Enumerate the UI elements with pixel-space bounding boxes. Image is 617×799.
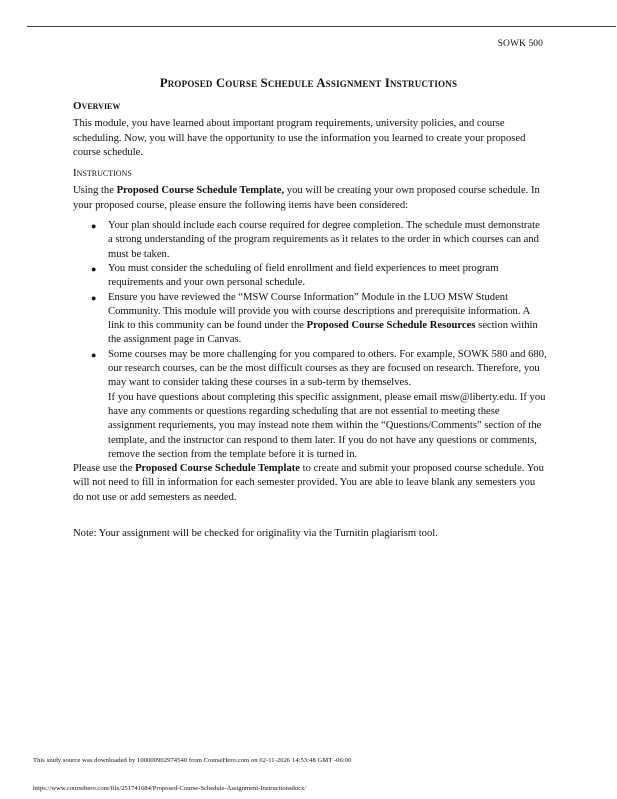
footer-source-line: This study source was downloaded by 100000902974540 from CourseHero.com on 02-11-2026 14:53:48 GMT -06:00 [33, 757, 352, 764]
closing-text: Please use the [73, 463, 136, 475]
list-item-text: Your plan should include each course required for degree completion. The schedule must demonstrate a strong understanding of the program requirements as it relates to the order in which courses can and must be taken. [108, 220, 540, 260]
document-body [73, 99, 547, 547]
bullet-icon: ● [91, 263, 97, 274]
list-item-text: Ensure you have reviewed the “MSW Course Information” Module in the LUO MSW Student Community. This module will provide you with course descriptions and prerequisite information. A link to this community can be found under the [108, 291, 530, 332]
requirements-list [73, 219, 547, 391]
closing-text-continued: to create and submit your proposed course schedule. You will not need to fill in information for each semester provided. You are able to leave blank any semesters you do not use or add semesters as needed. [73, 463, 544, 503]
resources-bold: Proposed Course Schedule Resources [306, 320, 476, 332]
intro-text-continued: you will be creating your own proposed course schedule. In your proposed course, please ensure the following items have been considered: [73, 185, 540, 211]
list-item [73, 291, 547, 348]
intro-text: Using the [73, 185, 117, 197]
bullet-icon: ● [91, 349, 97, 360]
list-item [73, 262, 547, 291]
list-item-text: You must consider the scheduling of field enrollment and field experiences to meet program requirements and your own personal schedule. [108, 262, 499, 289]
originality-note: Note: Your assignment will be checked for originality via the Turnitin plagiarism tool. [73, 528, 438, 540]
list-item [73, 219, 547, 262]
list-item-text-continued: section within the assignment page in Canvas. [108, 320, 538, 346]
bullet-icon: ● [91, 292, 97, 303]
template-name-bold: Proposed Course Schedule Template, [116, 185, 285, 197]
closing-paragraph [73, 462, 547, 505]
bullet-icon: ● [91, 221, 97, 232]
document-title: Proposed Course Schedule Assignment Instructions [159, 76, 458, 90]
instructions-intro [73, 184, 547, 213]
course-code: SOWK 500 [497, 39, 543, 49]
overview-text: This module, you have learned about important program requirements, university policies, and course scheduling. Now, you will have the opportunity to use the information you learned to create your proposed course schedule. [73, 118, 526, 158]
list-item [73, 348, 547, 391]
overview-heading: Overview [73, 100, 121, 112]
contact-note: If you have questions about completing this specific assignment, please email msw@liberty.edu. If you have any comments or questions regarding scheduling that are not essential to meeting these assignment requriements, you may instead note them within the “Questions/Comments” section of the template, and the instructor can respond to them later. If you do not have any questions or comments, remove the section from the template before it is turned in. [108, 391, 546, 460]
list-item-text: Some courses may be more challenging for you compared to others. For example, SOWK 580 and 680, our research courses, can be the most difficult courses as they are focused on research. Therefore, you may want to consider taking these courses in a sub-term by themselves. [108, 348, 547, 389]
header-rule [27, 26, 616, 27]
instructions-heading: Instructions [73, 167, 132, 180]
footer-url: https://www.coursehero.com/file/251741684/Proposed-Course-Schedule-Assignment-Instructionsdocx/ [33, 785, 307, 792]
template-name-bold: Proposed Course Schedule Template [135, 463, 300, 475]
